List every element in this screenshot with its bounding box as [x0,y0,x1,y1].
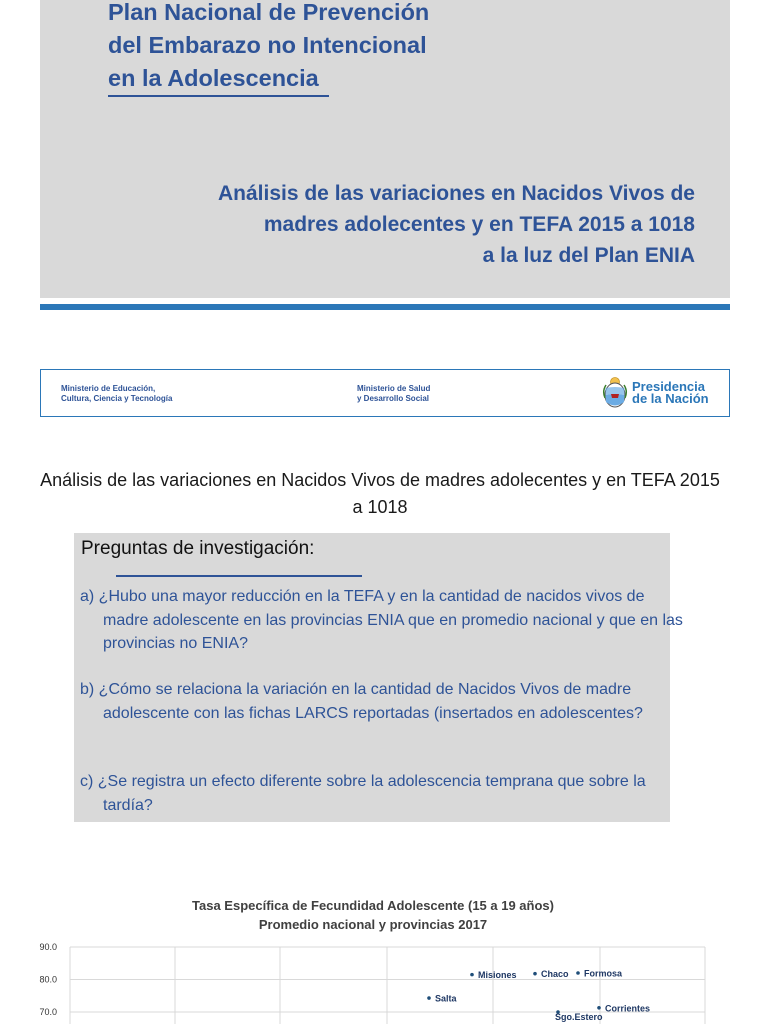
y-tick-label: 90.0 [39,942,57,952]
research-questions-box [74,533,683,822]
chart-point [427,996,431,1000]
chart-point-label: Formosa [584,968,623,979]
presidencia-logo-text [632,381,709,405]
ministry-health-line: y Desarrollo Social [357,394,430,403]
argentina-coat-of-arms-icon [602,376,628,408]
analysis-heading: Análisis de las variaciones en Nacidos Vivos de madres adolecentes y en TEFA 2015 a 1018 [40,470,720,517]
ministry-health-logo [357,384,430,404]
chart-point [533,972,537,976]
tefa-scatter-chart [0,940,768,1024]
plan-title-line: del Embarazo no Intencional [108,32,427,58]
ministry-education-line: Ministerio de Educación, [61,384,156,393]
question-a: a) ¿Hubo una mayor reducción en la TEFA y en la cantidad de nacidos vivos de madre adolescente en las provincias ENIA que en promedio nacional y que en las provincias no ENIA? [80,588,683,652]
ministry-education-line: Cultura, Ciencia y Tecnología [61,394,173,403]
chart-point-label: Salta [435,993,457,1004]
blue-divider [40,304,730,310]
plan-title [108,0,429,95]
title-underline [108,95,329,97]
question-c: c) ¿Se registra un efecto diferente sobre la adolescencia temprana que sobre la tardía? [80,773,646,814]
subtitle-line: Análisis de las variaciones en Nacidos Vivos de [217,182,695,205]
chart-point-label: Corrientes [605,1003,651,1014]
chart-subtitle: Promedio nacional y provincias 2017 [258,917,488,932]
chart-point-label: Misiones [478,970,517,981]
chart-point [576,971,580,975]
presidencia-line: Presidencia [632,379,705,394]
plan-title-line: Plan Nacional de Prevención [108,0,430,25]
subtitle-line: madres adolecentes y en TEFA 2015 a 1018 [263,213,695,236]
institutional-logo-band [40,369,730,417]
analysis-subtitle [218,178,695,271]
chart-point [597,1006,601,1010]
plan-title-line: en la Adolescencia [108,65,319,91]
question-b: b) ¿Cómo se relaciona la variación en la cantidad de Nacidos Vivos de madre adolescente con las fichas LARCS reportadas (insertados en adolescentes? [80,681,643,722]
chart-point [470,973,474,977]
chart-point-label: Chaco [541,969,569,980]
chart-point-label: Sgo.Estero [555,1012,603,1022]
questions-title: Preguntas de investigación: [81,538,315,559]
subtitle-line: a la luz del Plan ENIA [482,244,695,267]
chart-title: Tasa Específica de Fecundidad Adolescente (15 a 19 años) [192,898,554,913]
y-tick-label: 70.0 [39,1007,57,1017]
presidencia-line: de la Nación [632,391,709,406]
questions-underline [116,575,362,577]
y-tick-label: 80.0 [39,974,57,985]
ministry-education-logo [61,384,172,404]
chart-title-block [40,896,706,934]
ministry-health-line: Ministerio de Salud [357,384,431,393]
